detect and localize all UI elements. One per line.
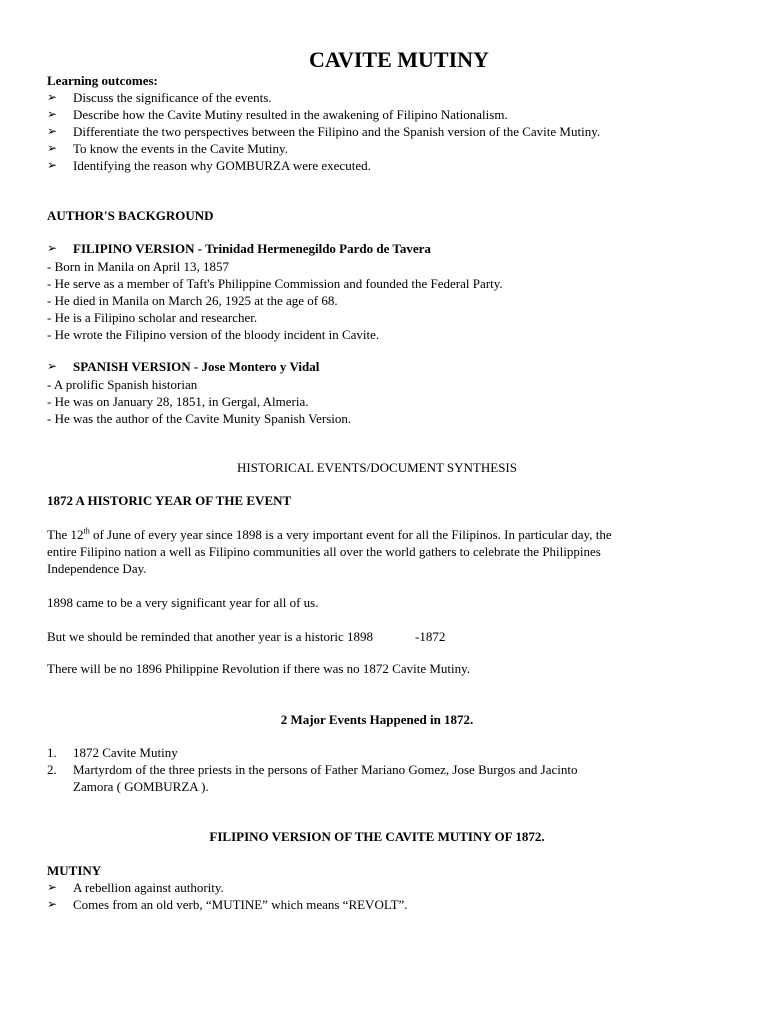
bullet-arrow-icon: ➢ — [47, 124, 58, 138]
paragraph-line: Independence Day. — [47, 561, 147, 576]
spanish-author-line: - He was on January 28, 1851, in Gergal, Almeria. — [47, 394, 309, 409]
ordinal-superscript: th — [83, 526, 90, 536]
paragraph-line: entire Filipino nation a well as Filipino communities all over the world gathers to celebrate the Philippines — [47, 544, 601, 559]
synthesis-heading: HISTORICAL EVENTS/DOCUMENT SYNTHESIS — [237, 460, 517, 475]
filipino-author-line: - Born in Manila on April 13, 1857 — [47, 259, 229, 274]
page-title: CAVITE MUTINY — [309, 47, 489, 72]
paragraph-line: 1898 came to be a very significant year for all of us. — [47, 595, 319, 610]
bullet-arrow-icon: ➢ — [47, 359, 58, 373]
paragraph-text: of June of every year since 1898 is a very important event for all the Filipinos. In particular day, the — [89, 527, 612, 542]
paragraph-text: But we should be reminded that another year is a historic 1898 — [47, 629, 374, 644]
list-item: A rebellion against authority. — [73, 880, 224, 895]
list-item: Differentiate the two perspectives between the Filipino and the Spanish version of the Cavite Mutiny. — [73, 124, 601, 139]
paragraph-line — [47, 526, 612, 543]
list-number: 1. — [47, 745, 57, 760]
filipino-author-line: - He died in Manila on March 26, 1925 at the age of 68. — [47, 293, 338, 308]
learning-outcomes-heading: Learning outcomes: — [47, 73, 158, 88]
list-item: Martyrdom of the three priests in the persons of Father Mariano Gomez, Jose Burgos and Jacinto — [73, 762, 578, 777]
bullet-arrow-icon: ➢ — [47, 241, 58, 255]
mutiny-heading: MUTINY — [47, 863, 102, 878]
filipino-version-author-heading: FILIPINO VERSION - Trinidad Hermenegildo Pardo de Tavera — [73, 241, 431, 256]
filipino-version-heading: FILIPINO VERSION OF THE CAVITE MUTINY OF 1872. — [209, 829, 545, 844]
list-item: Describe how the Cavite Mutiny resulted in the awakening of Filipino Nationalism. — [73, 107, 508, 122]
spanish-author-line: - He was the author of the Cavite Munity Spanish Version. — [47, 411, 352, 426]
bullet-arrow-icon: ➢ — [47, 141, 58, 155]
paragraph-text: The 12 — [47, 527, 84, 542]
authors-background-heading: AUTHOR'S BACKGROUND — [47, 208, 214, 223]
list-item: Discuss the significance of the events. — [73, 90, 272, 105]
bullet-arrow-icon: ➢ — [47, 880, 58, 894]
paragraph-line: There will be no 1896 Philippine Revolution if there was no 1872 Cavite Mutiny. — [47, 661, 471, 676]
bullet-arrow-icon: ➢ — [47, 897, 58, 911]
bullet-arrow-icon: ➢ — [47, 90, 58, 104]
filipino-author-line: - He wrote the Filipino version of the bloody incident in Cavite. — [47, 327, 380, 342]
spanish-author-line: - A prolific Spanish historian — [47, 377, 198, 392]
filipino-author-line: - He serve as a member of Taft's Philippine Commission and founded the Federal Party. — [47, 276, 503, 291]
list-item: Identifying the reason why GOMBURZA were executed. — [73, 158, 371, 173]
list-item: To know the events in the Cavite Mutiny. — [73, 141, 288, 156]
major-events-heading: 2 Major Events Happened in 1872. — [280, 712, 474, 727]
list-item-continuation: Zamora ( GOMBURZA ). — [73, 779, 209, 794]
bullet-arrow-icon: ➢ — [47, 158, 58, 172]
historic-year-heading: 1872 A HISTORIC YEAR OF THE EVENT — [47, 493, 292, 508]
bullet-arrow-icon: ➢ — [47, 107, 58, 121]
list-item: Comes from an old verb, “MUTINE” which means “REVOLT”. — [73, 897, 408, 912]
list-item: 1872 Cavite Mutiny — [73, 745, 178, 760]
spanish-version-author-heading: SPANISH VERSION - Jose Montero y Vidal — [73, 359, 320, 374]
paragraph-line — [47, 628, 445, 645]
list-number: 2. — [47, 762, 57, 777]
paragraph-text: -1872 — [415, 629, 446, 644]
filipino-author-line: - He is a Filipino scholar and researcher. — [47, 310, 258, 325]
